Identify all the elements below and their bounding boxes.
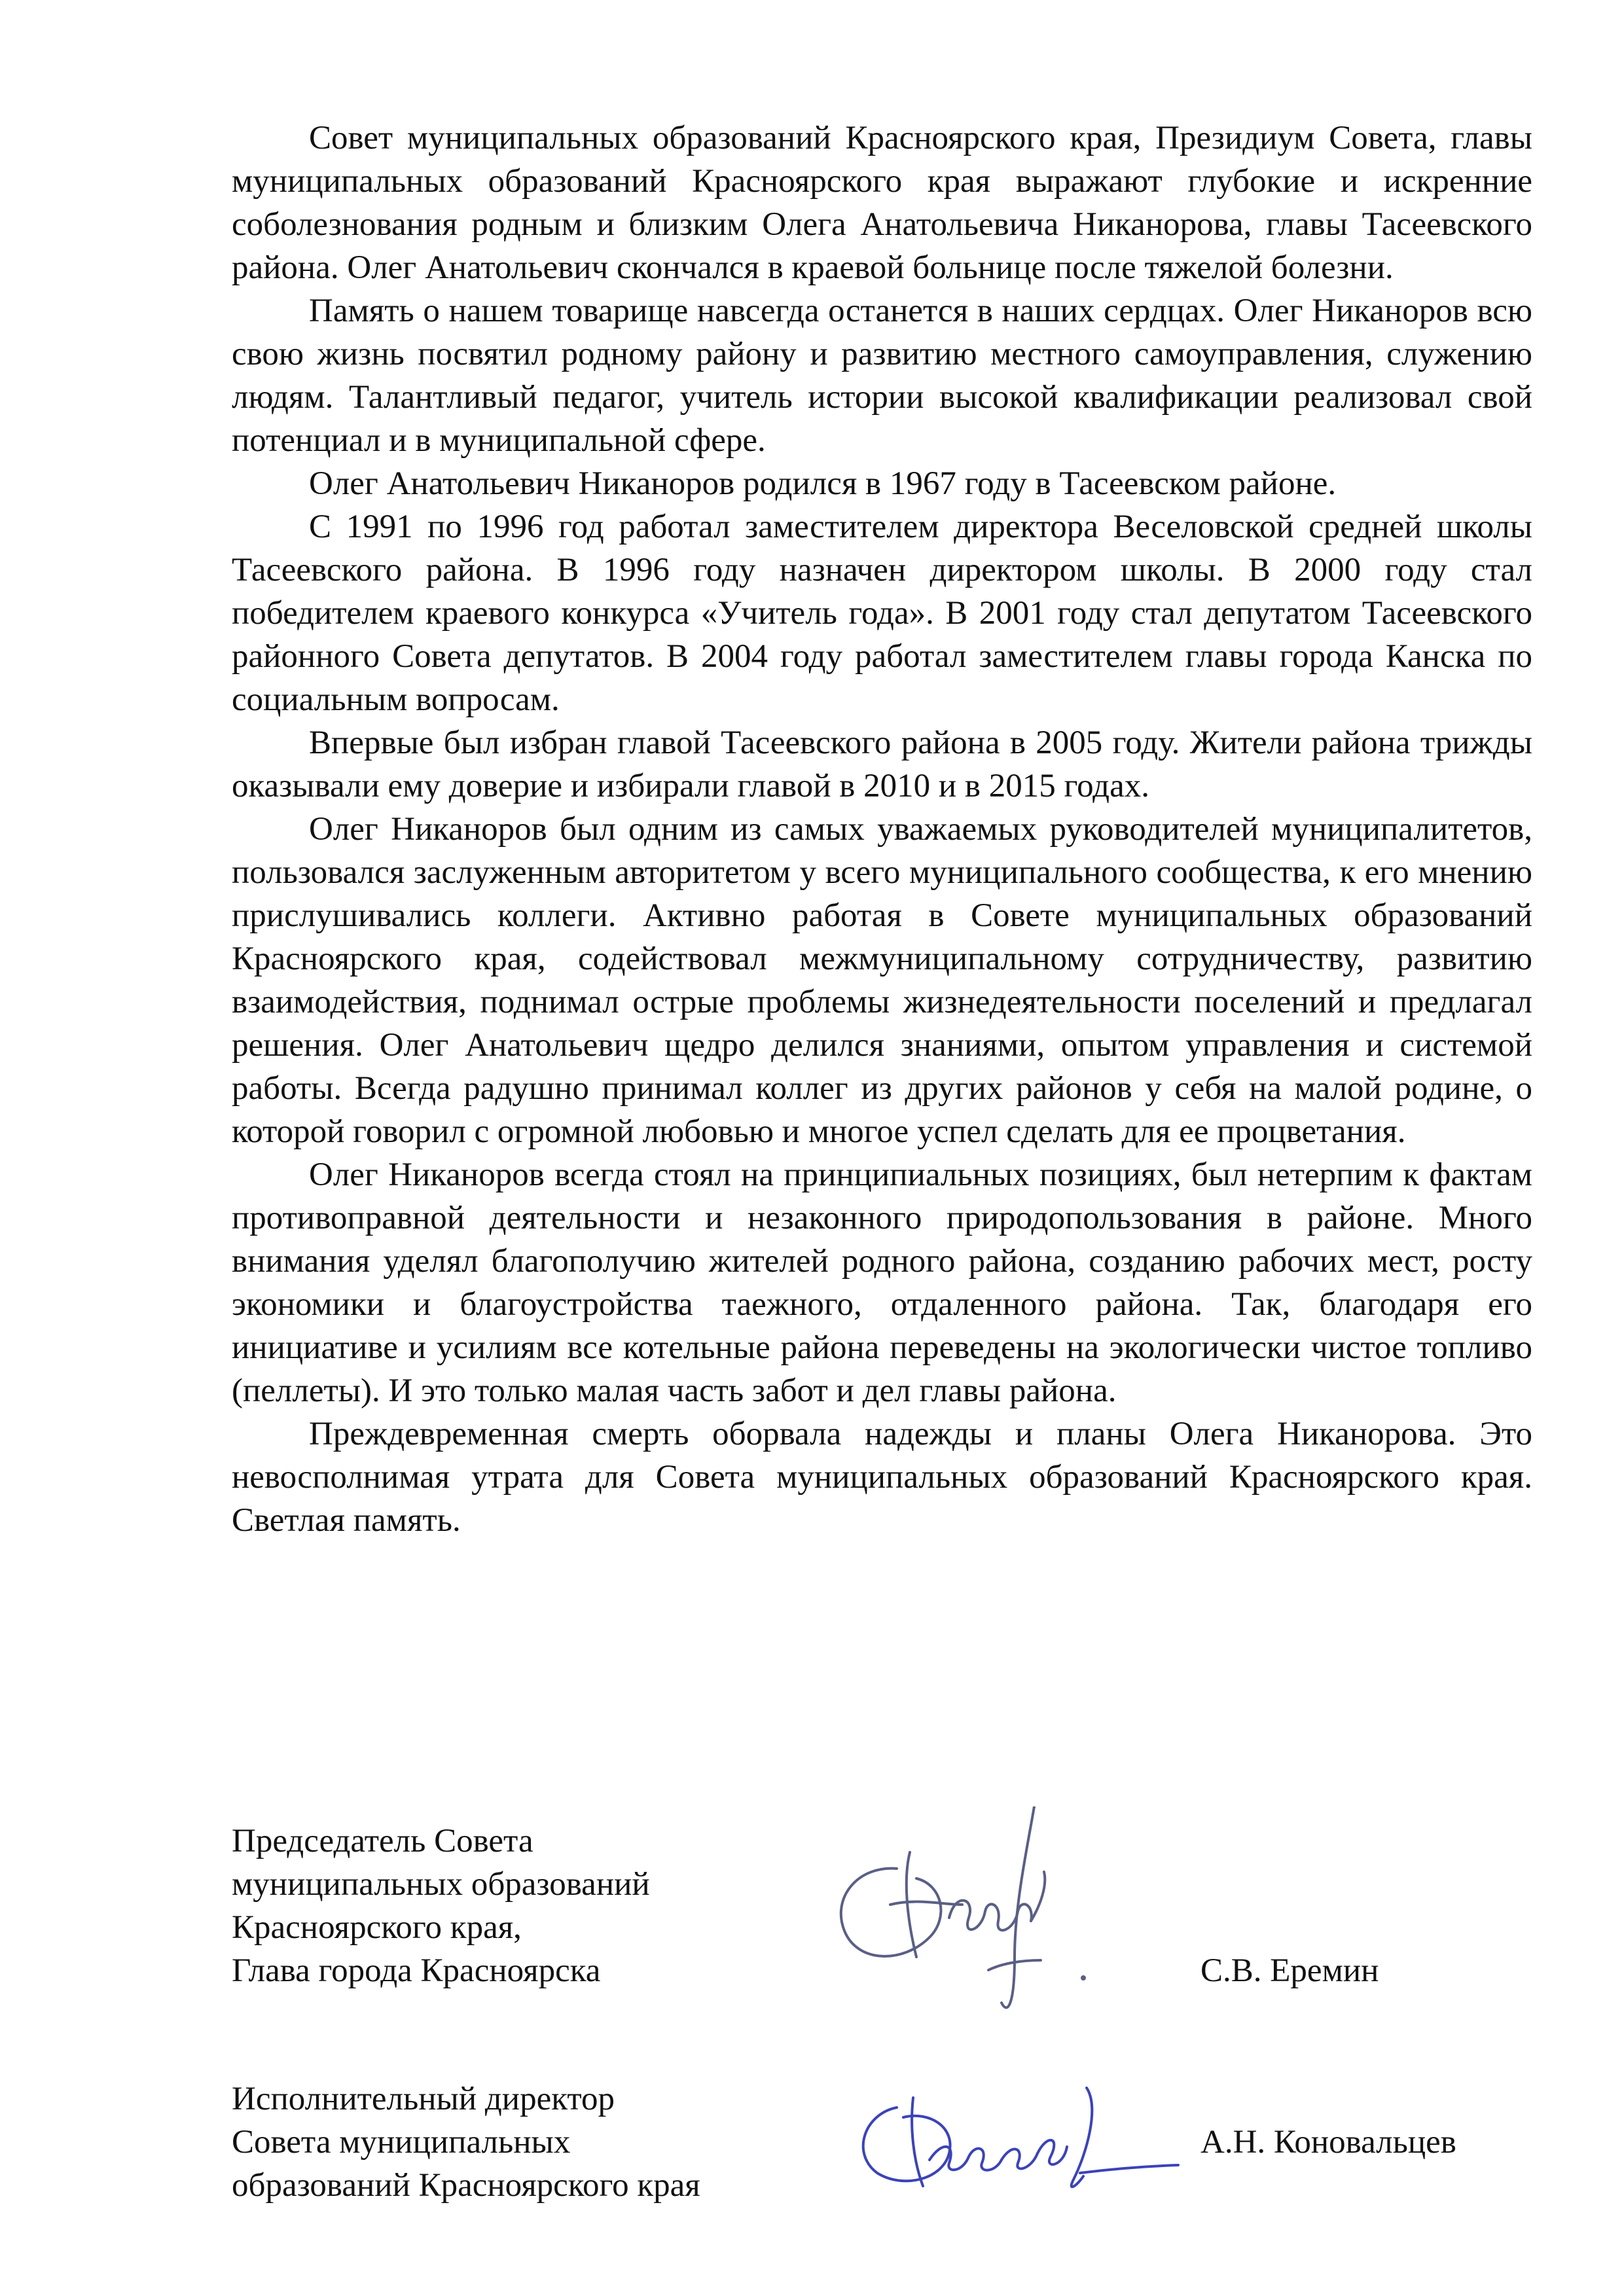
signatory-name-eremin: С.В. Еремин bbox=[1200, 1952, 1379, 1989]
paragraph: Память о нашем товарище навсегда останется в наших сердцах. Олег Никаноров всю свою жизнь посвятил родному району и развитию местного самоуправления, служению людям. Талантливый педагог, учитель истории высокой квалификации реализовал свой потенциал и в муниципальной сфере. bbox=[232, 293, 1532, 459]
signatory-title-line: Красноярского края, bbox=[232, 1909, 522, 1946]
signatory-title-line: Исполнительный директор bbox=[232, 2081, 615, 2117]
handwritten-signature-konovaltsev bbox=[851, 2081, 1191, 2199]
paragraph: Преждевременная смерть оборвала надежды и планы Олега Никанорова. Это невосполнимая утрата для Совета муниципальных образований Красноярского края. Светлая память. bbox=[232, 1416, 1532, 1539]
signatory-title-director bbox=[232, 2077, 700, 2207]
signatory-title-line: Председатель Совета bbox=[232, 1823, 533, 1859]
paragraph: Олег Никаноров был одним из самых уважаемых руководителей муниципалитетов, пользовался заслуженным авторитетом у всего муниципального сообщества, к его мнению прислушивались коллеги. Активно работая в Совете муниципальных образований Красноярского края, содействовал межмуниципальному сотрудничеству, развитию взаимодействия, поднимал острые проблемы жизнедеятельности поселений и предлагал решения. Олег Анатольевич щедро делился знаниями, опытом управления и системой работы. Всегда радушно принимал коллег из других районов у себя на малой родине, о которой говорил с огромной любовью и многое успел сделать для ее процветания. bbox=[232, 811, 1532, 1150]
signatory-title-line: Совета муниципальных bbox=[232, 2124, 571, 2161]
signatory-title-line: Глава города Красноярска bbox=[232, 1952, 601, 1989]
paragraph: Олег Никаноров всегда стоял на принципиальных позициях, был нетерпим к фактам противоправной деятельности и незаконного природопользования в районе. Много внимания уделял благополучию жителей родного района, созданию рабочих мест, росту экономики и благоустройства таежного, отдаленного района. Так, благодаря его инициативе и усилиям все котельные района переведены на экологически чистое топливо (пеллеты). И это только малая часть забот и дел главы района. bbox=[232, 1157, 1532, 1409]
handwritten-signature-eremin bbox=[818, 1806, 1100, 2022]
paragraph: Олег Анатольевич Никаноров родился в 1967 году в Тасеевском районе. bbox=[309, 465, 1337, 502]
paragraph: Совет муниципальных образований Красноярского края, Президиум Совета, главы муниципальных образований Красноярского края выражают глубокие и искренние соболезнования родным и близким Олега Анатольевича Никанорова, главы Тасеевского района. Олег Анатольевич скончался в краевой больнице после тяжелой болезни. bbox=[232, 120, 1532, 286]
paragraph: С 1991 по 1996 год работал заместителем директора Веселовской средней школы Тасеевского района. В 1996 году назначен директором школы. В 2000 году стал победителем краевого конкурса «Учитель года». В 2001 году стал депутатом Тасеевского районного Совета депутатов. В 2004 году работал заместителем главы города Канска по социальным вопросам. bbox=[232, 509, 1532, 718]
document-body bbox=[232, 117, 1532, 1542]
signatory-title-line: образований Красноярского края bbox=[232, 2167, 700, 2204]
signatory-title-chairman bbox=[232, 1820, 650, 1992]
paragraph: Впервые был избран главой Тасеевского района в 2005 году. Жители района трижды оказывали ему доверие и избирали главой в 2010 и в 2015 годах. bbox=[232, 725, 1532, 804]
signatory-title-line: муниципальных образований bbox=[232, 1866, 650, 1903]
signatory-name-konovaltsev: А.Н. Коновальцев bbox=[1200, 2124, 1456, 2161]
